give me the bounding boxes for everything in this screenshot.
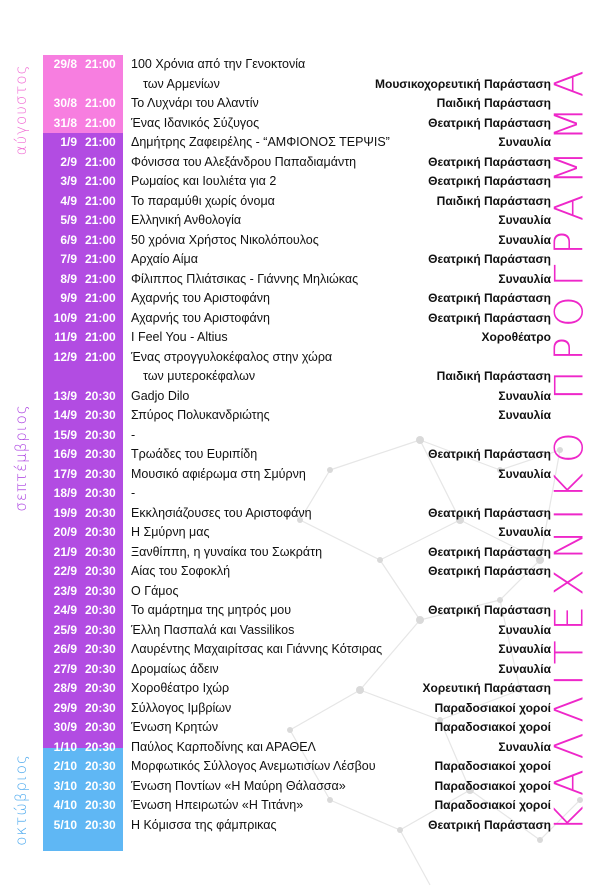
event-type: Χοροθέατρο (481, 330, 551, 344)
event-row (131, 796, 551, 816)
event-date: 4/10 (53, 798, 77, 812)
event-date: 1/9 (60, 135, 77, 149)
event-row (131, 192, 551, 212)
event-date: 8/9 (60, 271, 77, 286)
event-date: 30/8 (53, 96, 77, 110)
date-cell (43, 153, 123, 173)
event-title: Τρωάδες του Ευριπίδη (131, 447, 258, 461)
event-title: Μορφωτικός Σύλλογος Ανεμωτισίων Λέσβου (131, 759, 376, 773)
event-row (131, 348, 551, 387)
event-row (131, 484, 551, 504)
event-date: 29/8 (53, 57, 77, 71)
event-date: 24/9 (53, 603, 77, 617)
event-title: Αρχαίο Αίμα (131, 252, 198, 266)
event-title: Έλλη Πασπαλά και Vassilikos (131, 622, 295, 637)
date-cell (43, 55, 123, 75)
event-type: Παραδοσιακοί χοροί (434, 720, 551, 734)
event-title: Αχαρνής του Αριστοφάνη (131, 291, 270, 305)
event-type: Παραδοσιακοί χοροί (434, 778, 551, 793)
event-row (131, 738, 551, 758)
event-row (131, 55, 551, 94)
event-title: 50 χρόνια Χρήστος Νικολόπουλος (131, 232, 319, 247)
event-date: 30/9 (53, 720, 77, 734)
event-time: 20:30 (85, 505, 116, 520)
event-time: 21:00 (85, 232, 116, 247)
event-type: Συναυλία (498, 642, 551, 656)
date-cell (43, 699, 123, 719)
event-title: Λαυρέντης Μαχαιρίτσας και Γιάννης Κότσιρας (131, 642, 383, 656)
event-row (131, 172, 551, 192)
date-cell (43, 679, 123, 699)
event-date: 20/9 (53, 525, 77, 539)
date-cell (43, 309, 123, 329)
event-time: 21:00 (85, 310, 116, 325)
event-type: Θεατρική Παράσταση (428, 252, 551, 266)
page-title: ΚΑΛΛΙΤΕΧΝΙΚΟ ΠΡΟΓΡΑΜΜΑ (547, 60, 593, 832)
event-date: 25/9 (53, 622, 77, 637)
event-title: - (131, 427, 136, 442)
date-cell (43, 757, 123, 777)
date-cell (43, 250, 123, 270)
date-cell (43, 504, 123, 524)
event-date: 23/9 (53, 583, 77, 598)
event-row (131, 426, 551, 446)
event-type: Παραδοσιακοί χοροί (434, 700, 551, 715)
event-date: 2/9 (60, 154, 77, 169)
event-row (131, 543, 551, 563)
event-row (131, 582, 551, 602)
date-cell (43, 543, 123, 563)
event-date: 11/9 (54, 330, 77, 344)
event-time: 21:00 (85, 271, 116, 286)
event-row (131, 523, 551, 543)
event-row (131, 445, 551, 465)
event-type: Παραδοσιακοί χοροί (434, 759, 551, 773)
event-row (131, 231, 551, 251)
date-cell (43, 484, 123, 504)
event-date: 21/9 (53, 544, 77, 559)
event-type: Συναυλία (498, 232, 551, 247)
date-cell (43, 582, 123, 602)
event-time: 20:30 (85, 447, 116, 461)
event-time: 20:30 (85, 622, 116, 637)
event-row (131, 621, 551, 641)
event-time: 20:30 (85, 603, 116, 617)
event-type: Συναυλία (498, 661, 551, 676)
event-row (131, 816, 551, 836)
event-time: 20:30 (85, 525, 116, 539)
event-title: Το παραμύθι χωρίς όνομα (131, 193, 275, 208)
event-title: I Feel You - Altius (131, 330, 228, 344)
event-time: 20:30 (85, 388, 116, 403)
event-row (131, 679, 551, 699)
event-date: 26/9 (53, 642, 77, 656)
event-row (131, 133, 551, 153)
event-time: 20:30 (85, 739, 116, 754)
event-type: Θεατρική Παράσταση (428, 115, 551, 130)
event-time: 21:00 (85, 291, 116, 305)
event-type: Παιδική Παράσταση (436, 369, 551, 383)
event-time: 20:30 (85, 466, 116, 481)
event-title: Αίας του Σοφοκλή (131, 564, 231, 578)
event-subtitle: των Αρμενίων (143, 76, 220, 91)
event-time: 20:30 (85, 681, 116, 695)
event-row (131, 114, 551, 134)
date-cell (43, 601, 123, 621)
event-date: 9/9 (60, 291, 77, 305)
event-time: 21:00 (85, 135, 116, 149)
date-cell (43, 660, 123, 680)
date-cell (43, 172, 123, 192)
event-date: 5/10 (53, 817, 77, 832)
date-cell (43, 718, 123, 738)
event-row (131, 211, 551, 231)
event-time: 21:00 (85, 349, 116, 364)
date-cell (43, 796, 123, 816)
event-title: Ένωση Ηπειρωτών «Η Τιτάνη» (131, 798, 304, 812)
event-type: Θεατρική Παράσταση (428, 291, 551, 305)
event-title: Ο Γάμος (131, 583, 179, 598)
event-type: Θεατρική Παράσταση (428, 544, 551, 559)
date-cell (43, 777, 123, 797)
event-type: Συναυλία (498, 739, 551, 754)
event-type: Χορευτική Παράσταση (422, 681, 551, 695)
event-date: 3/10 (53, 778, 77, 793)
event-type: Συναυλία (498, 271, 551, 286)
event-date: 2/10 (53, 759, 77, 773)
event-title: Ελληνική Ανθολογία (131, 213, 242, 227)
event-date: 14/9 (53, 408, 77, 422)
event-time: 20:30 (85, 778, 116, 793)
event-date: 18/9 (53, 486, 77, 500)
event-row (131, 777, 551, 797)
date-cell (43, 738, 123, 758)
event-title: Δημήτρης Ζαφειρέλης - “ΑΜΦΙΟΝΟΣ ΤΕΡΨΙS” (131, 135, 390, 149)
event-type: Θεατρική Παράσταση (428, 154, 551, 169)
event-type: Θεατρική Παράσταση (428, 564, 551, 578)
event-type: Παραδοσιακοί χοροί (434, 798, 551, 812)
event-date: 1/10 (53, 739, 77, 754)
event-date: 3/9 (60, 174, 77, 188)
event-type: Συναυλία (498, 408, 551, 422)
event-row (131, 562, 551, 582)
event-row (131, 504, 551, 524)
event-type: Συναυλία (498, 466, 551, 481)
date-cell (43, 192, 123, 212)
event-type: Θεατρική Παράσταση (428, 817, 551, 832)
event-row (131, 660, 551, 680)
event-title: Ένωση Ποντίων «Η Μαύρη Θάλασσα» (131, 778, 346, 793)
event-title: 100 Χρόνια από την Γενοκτονία (131, 57, 306, 71)
event-time: 20:30 (85, 798, 116, 812)
event-time: 20:30 (85, 486, 116, 500)
event-title: - (131, 486, 136, 500)
event-row (131, 94, 551, 114)
event-title: Φίλιππος Πλιάτσικας - Γιάννης Μηλιώκας (131, 271, 359, 286)
date-cell (43, 426, 123, 446)
event-time: 20:30 (85, 564, 116, 578)
event-time: 20:30 (85, 544, 116, 559)
event-type: Θεατρική Παράσταση (428, 505, 551, 520)
event-row (131, 718, 551, 738)
event-type: Θεατρική Παράσταση (428, 447, 551, 461)
event-date: 10/9 (53, 310, 77, 325)
month-label-october: οκτώβριος (12, 754, 30, 846)
event-date: 29/9 (53, 700, 77, 715)
event-date: 12/9 (53, 349, 77, 364)
event-time: 20:30 (85, 427, 116, 442)
event-type: Συναυλία (498, 213, 551, 227)
date-cell (43, 640, 123, 660)
event-date: 15/9 (53, 427, 77, 442)
event-title: Εκκλησιάζουσες του Αριστοφάνη (131, 505, 312, 520)
event-type: Συναυλία (498, 525, 551, 539)
event-title: Αχαρνής του Αριστοφάνη (131, 310, 270, 325)
date-cell (43, 231, 123, 251)
month-label-august: αύγουστος (12, 64, 30, 156)
event-date: 7/9 (60, 252, 77, 266)
date-cell (43, 133, 123, 153)
event-title: Η Σμύρνη μας (131, 525, 210, 539)
event-title: Δρομαίως άδειν (131, 661, 219, 676)
date-cell (43, 94, 123, 114)
event-title: Το αμάρτημα της μητρός μου (131, 603, 292, 617)
event-title: Φόνισσα του Αλεξάνδρου Παπαδιαμάντη (131, 154, 357, 169)
event-time: 20:30 (85, 642, 116, 656)
event-date: 31/8 (53, 115, 77, 130)
event-title: Σύλλογος Ιμβρίων (131, 700, 232, 715)
event-time: 20:30 (85, 408, 116, 422)
event-time: 20:30 (85, 759, 116, 773)
event-time: 21:00 (85, 57, 116, 71)
event-row (131, 640, 551, 660)
event-type: Συναυλία (498, 622, 551, 637)
event-time: 20:30 (85, 661, 116, 676)
event-type: Παιδική Παράσταση (436, 193, 551, 208)
event-row (131, 153, 551, 173)
event-type: Θεατρική Παράσταση (428, 174, 551, 188)
event-date: 28/9 (53, 681, 77, 695)
event-title: Σπύρος Πολυκανδριώτης (131, 408, 270, 422)
date-cell (43, 270, 123, 290)
event-row (131, 289, 551, 309)
date-cell (43, 523, 123, 543)
event-title: Μουσικό αφιέρωμα στη Σμύρνη (131, 466, 306, 481)
event-title: Ένωση Κρητών (131, 720, 219, 734)
event-time: 20:30 (85, 583, 116, 598)
event-row (131, 406, 551, 426)
event-row (131, 757, 551, 777)
date-cell (43, 621, 123, 641)
event-row (131, 601, 551, 621)
event-time: 20:30 (85, 817, 116, 832)
event-type: Παιδική Παράσταση (436, 96, 551, 110)
month-label-september: σεπτέμβριος (12, 404, 30, 512)
event-date: 4/9 (60, 193, 77, 208)
event-row (131, 465, 551, 485)
event-time: 21:00 (85, 252, 116, 266)
event-time: 20:30 (85, 700, 116, 715)
event-date: 16/9 (53, 447, 77, 461)
event-row (131, 328, 551, 348)
event-time: 21:00 (85, 174, 116, 188)
event-subtitle: των μυτεροκέφαλων (143, 369, 256, 383)
event-title: Ένας στρογγυλοκέφαλος στην χώρα (131, 349, 333, 364)
event-row (131, 250, 551, 270)
event-row (131, 699, 551, 719)
date-cell (43, 562, 123, 582)
date-cell (43, 445, 123, 465)
date-cell (43, 387, 123, 407)
date-cell (43, 114, 123, 134)
event-time: 21:00 (85, 154, 116, 169)
event-date: 5/9 (60, 213, 77, 227)
event-date: 17/9 (53, 466, 77, 481)
event-title: Παύλος Καρποδίνης και ΑΡΑΘΕΛ (131, 739, 316, 754)
date-cell (43, 465, 123, 485)
date-cell (43, 328, 123, 348)
event-date: 6/9 (60, 232, 77, 247)
date-cell (43, 406, 123, 426)
event-type: Συναυλία (498, 135, 551, 149)
event-time: 21:00 (85, 193, 116, 208)
event-time: 21:00 (85, 213, 116, 227)
event-time: 21:00 (85, 115, 116, 130)
date-cell (43, 289, 123, 309)
event-type: Θεατρική Παράσταση (428, 603, 551, 617)
event-type: Μουσικοχορευτική Παράσταση (375, 76, 551, 91)
event-time: 20:30 (85, 720, 116, 734)
event-row (131, 270, 551, 290)
event-title: Χοροθέατρο Ιχώρ (131, 681, 230, 695)
event-time: 21:00 (85, 330, 116, 344)
event-title: Η Κόμισσα της φάμπρικας (131, 817, 277, 832)
event-row (131, 309, 551, 329)
event-title: Ρωμαίος και Ιουλιέτα για 2 (131, 174, 277, 188)
event-title: Gadjo Dilo (131, 388, 190, 403)
date-cell (43, 211, 123, 231)
event-date: 19/9 (53, 505, 77, 520)
event-title: Ένας Ιδανικός Σύζυγος (131, 115, 260, 130)
date-cell (43, 348, 123, 368)
date-cell (43, 816, 123, 836)
event-title: Ξανθίππη, η γυναίκα του Σωκράτη (131, 544, 323, 559)
event-date: 27/9 (53, 661, 77, 676)
event-type: Θεατρική Παράσταση (428, 310, 551, 325)
event-row (131, 387, 551, 407)
event-date: 13/9 (53, 388, 77, 403)
event-date: 22/9 (53, 564, 77, 578)
event-type: Συναυλία (498, 388, 551, 403)
event-title: Το Λυχνάρι του Αλαντίν (131, 96, 259, 110)
event-time: 21:00 (85, 96, 116, 110)
